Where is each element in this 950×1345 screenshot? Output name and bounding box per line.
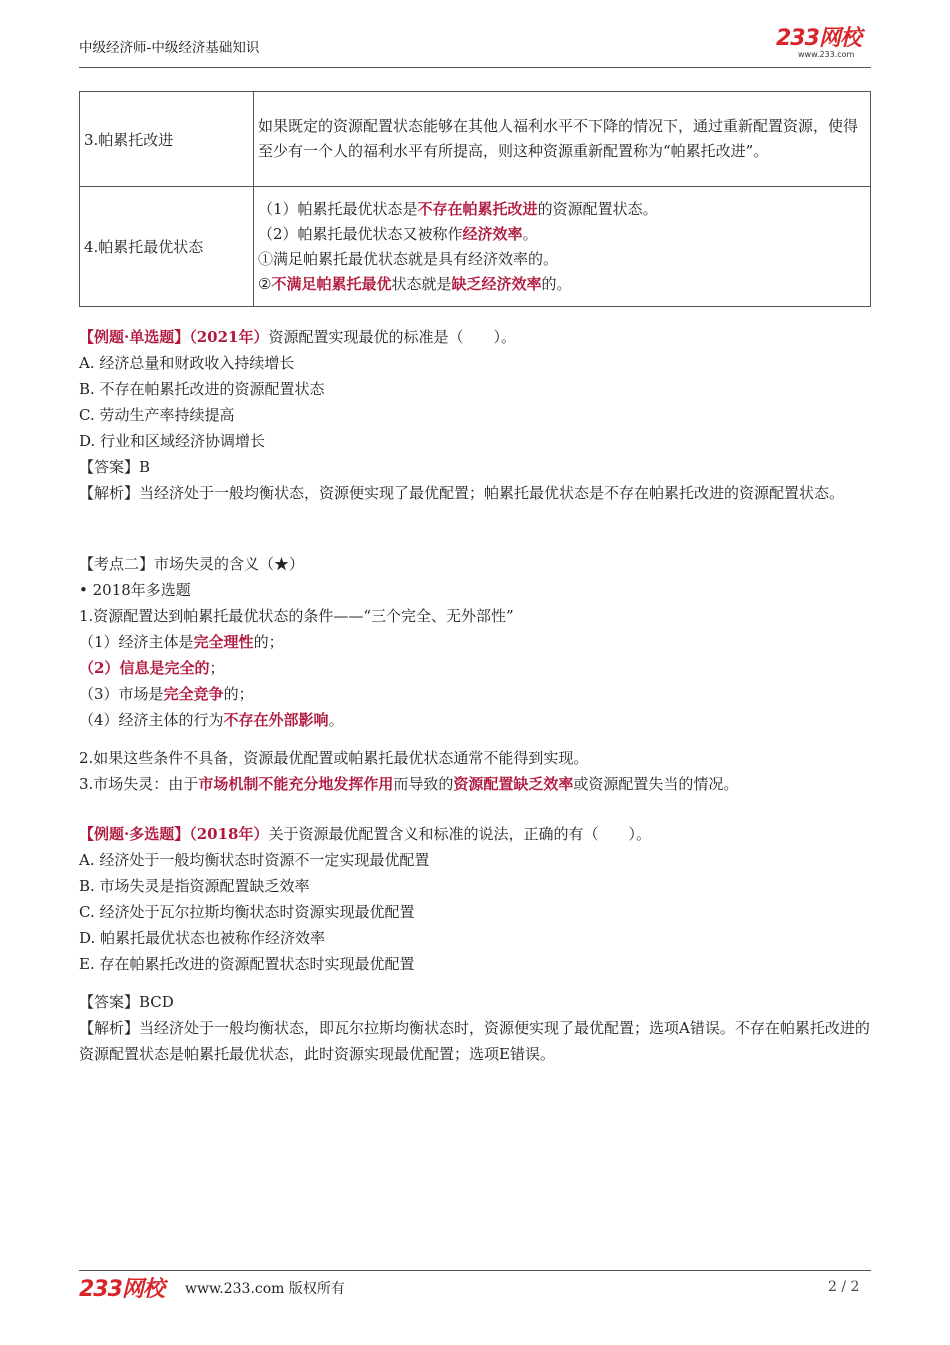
footer-divider <box>79 1270 871 1271</box>
question-stem: 【例题·单选题】（2021年）资源配置实现最优的标准是（ ）。 <box>79 328 516 346</box>
desc-cell <box>254 187 871 307</box>
kp-title: 【考点二】市场失灵的含义（★） <box>79 555 305 573</box>
knowledge-point <box>79 551 874 797</box>
option-c: C. 经济处于瓦尔拉斯均衡状态时资源实现最优配置 <box>79 903 415 921</box>
condition-item: （4）经济主体的行为不存在外部影响。 <box>79 711 344 729</box>
question-multiple-choice <box>79 821 874 1067</box>
option-a: A. 经济总量和财政收入持续增长 <box>79 354 295 372</box>
condition-item: （2）信息是完全的； <box>79 659 225 677</box>
kp-point-2: 2.如果这些条件不具备，资源最优配置或帕累托最优状态通常不能得到实现。 <box>79 749 589 767</box>
analysis: 【解析】当经济处于一般均衡状态，即瓦尔拉斯均衡状态时，资源便实现了最优配置；选项A错误。不存在帕累托改进的资源配置状态是帕累托最优状态，此时资源实现最优配置；选项E错误。 <box>79 1019 870 1063</box>
condition-item: （1）经济主体是完全理性的； <box>79 633 284 651</box>
table-row <box>80 187 871 307</box>
answer: 【答案】B <box>79 458 151 476</box>
spacer <box>79 733 874 745</box>
footer-copyright: www.233.com 版权所有 <box>185 1281 345 1297</box>
header-divider <box>79 67 871 68</box>
condition-title: 1.资源配置达到帕累托最优状态的条件——“三个完全、无外部性” <box>79 607 514 625</box>
option-a: A. 经济处于一般均衡状态时资源不一定实现最优配置 <box>79 851 430 869</box>
option-d: D. 帕累托最优状态也被称作经济效率 <box>79 929 326 947</box>
page-number: 2 / 2 <box>828 1279 860 1295</box>
footer-logo[interactable]: 233网校 <box>79 1277 164 1302</box>
document-title: 中级经济师-中级经济基础知识 <box>79 40 260 56</box>
option-d: D. 行业和区域经济协调增长 <box>79 432 266 450</box>
option-c: C. 劳动生产率持续提高 <box>79 406 235 424</box>
desc-line: （1）帕累托最优状态是不存在帕累托改进的资源配置状态。 <box>258 199 658 218</box>
desc-line: ②不满足帕累托最优状态就是缺乏经济效率的。 <box>258 274 572 293</box>
question-stem: 【例题·多选题】（2018年）关于资源最优配置含义和标准的说法，正确的有（ ）。 <box>79 825 651 843</box>
desc-line: （2）帕累托最优状态又被称作经济效率。 <box>258 224 538 243</box>
option-b: B. 不存在帕累托改进的资源配置状态 <box>79 380 325 398</box>
spacer <box>79 977 874 989</box>
condition-item: （3）市场是完全竞争的； <box>79 685 254 703</box>
option-b: B. 市场失灵是指资源配置缺乏效率 <box>79 877 310 895</box>
analysis: 【解析】当经济处于一般均衡状态，资源便实现了最优配置；帕累托最优状态是不存在帕累托改进的资源配置状态。 <box>79 484 845 502</box>
kp-point-3: 3.市场失灵：由于市场机制不能充分地发挥作用而导致的资源配置缺乏效率或资源配置失当的情况。 <box>79 775 739 793</box>
logo-text: 233网校 <box>776 26 861 51</box>
desc-line: ①满足帕累托最优状态就是具有经济效率的。 <box>258 249 559 268</box>
term-cell: 4.帕累托最优状态 <box>80 187 254 307</box>
brand-logo[interactable] <box>776 28 861 59</box>
term-cell: 3.帕累托改进 <box>80 92 254 187</box>
table-row <box>80 92 871 187</box>
definition-table <box>79 91 871 307</box>
desc-cell: 如果既定的资源配置状态能够在其他人福利水平不下降的情况下，通过重新配置资源，使得至少有一个人的福利水平有所提高，则这种资源重新配置称为“帕累托改进”。 <box>254 92 871 187</box>
kp-bullet: • 2018年多选题 <box>79 581 191 599</box>
option-e: E. 存在帕累托改进的资源配置状态时实现最优配置 <box>79 955 415 973</box>
answer: 【答案】BCD <box>79 993 174 1011</box>
question-single-choice <box>79 324 874 506</box>
logo-url: www.233.com <box>798 50 855 59</box>
